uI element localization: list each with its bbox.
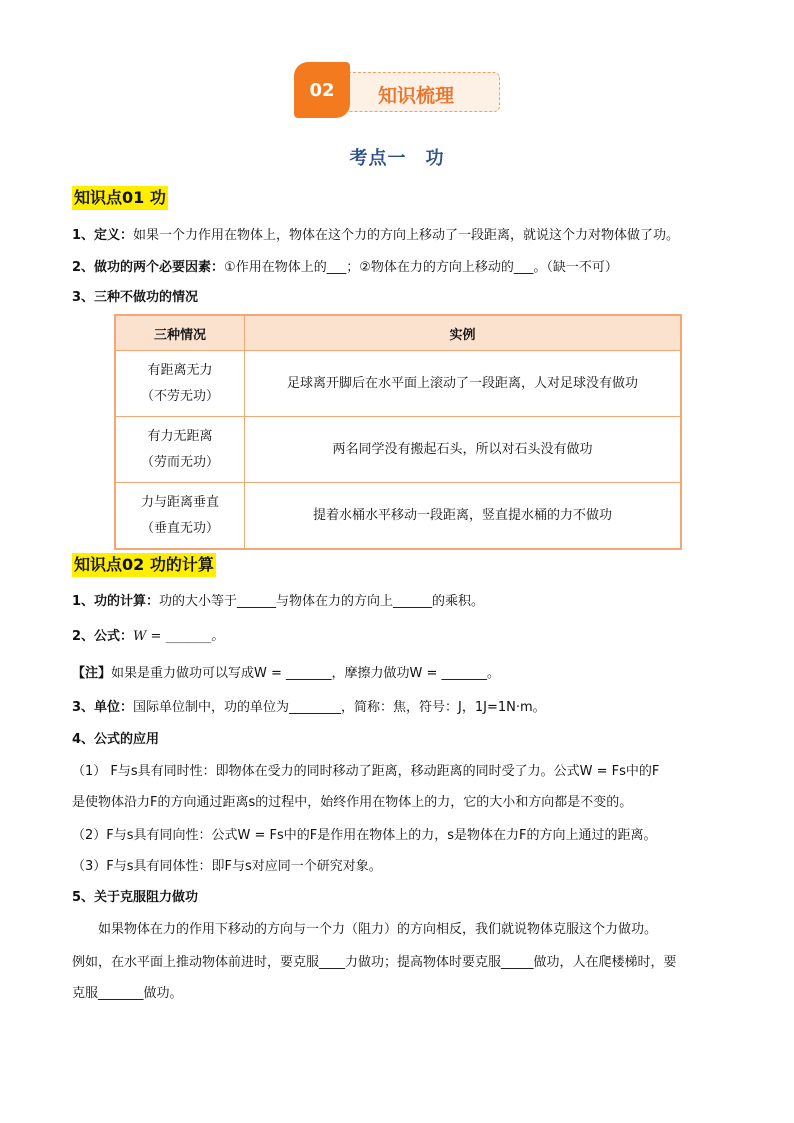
work-calc-line — [72, 592, 484, 612]
formula-application-heading: 4、公式的应用 — [72, 732, 160, 747]
resistance-paragraph-line-3: 克服_______做功。 — [72, 986, 183, 1001]
banner-number: 02 — [294, 62, 350, 118]
factors-label: 2、做功的两个必要因素： — [72, 260, 225, 275]
note-line — [72, 664, 500, 684]
no-work-cases-heading: 3、三种不做功的情况 — [72, 290, 199, 305]
unit-text: 国际单位制中，功的单位为________，简称：焦，符号：J，1J=1N·m。 — [133, 700, 546, 715]
example-cell: 两名同学没有搬起石头，所以对石头没有做功 — [245, 417, 682, 483]
note-label: 【注】 — [72, 666, 112, 681]
table-row — [115, 351, 681, 417]
unit-label: 3、单位： — [72, 700, 134, 715]
formula-label: 2、公式： — [72, 629, 134, 644]
no-work-cases-table — [114, 314, 682, 550]
table-row — [115, 483, 681, 550]
case-cell: 力与距离垂直 （垂直无功） — [115, 483, 245, 550]
work-calc-label: 1、功的计算： — [72, 594, 160, 609]
unit-line — [72, 698, 546, 718]
table-header-row — [115, 315, 681, 351]
overcoming-resistance-heading: 5、关于克服阻力做功 — [72, 890, 199, 905]
table-header-example: 实例 — [245, 315, 682, 351]
factors-line — [72, 258, 618, 278]
case-cell: 有距离无力 （不劳无功） — [115, 351, 245, 417]
resistance-paragraph-line-1: 如果物体在力的作用下移动的方向与一个力（阻力）的方向相反，我们就说物体克服这个力做功。 — [98, 922, 658, 937]
formula-text: W = _______。 — [133, 629, 225, 644]
definition-text: 如果一个力作用在物体上，物体在这个力的方向上移动了一段距离，就说这个力对物体做了功。 — [133, 228, 680, 243]
definition-line — [72, 226, 679, 246]
simultaneity-line-2: 是使物体沿力F的方向通过距离s的过程中，始终作用在物体上的力，它的大小和方向都是不变的。 — [72, 795, 633, 810]
knowledge-point-1-heading: 知识点01 功 — [72, 186, 168, 210]
same-body-line: （3）F与s具有同体性：即F与s对应同一个研究对象。 — [72, 859, 382, 874]
section-banner — [294, 62, 500, 118]
banner-title: 知识梳理 — [378, 85, 455, 107]
example-cell: 足球离开脚后在水平面上滚动了一段距离，人对足球没有做功 — [245, 351, 682, 417]
same-direction-line: （2）F与s具有同向性：公式W = Fs中的F是作用在物体上的力，s是物体在力F的方向上通过的距离。 — [72, 828, 657, 843]
work-calc-text: 功的大小等于______与物体在力的方向上______的乘积。 — [159, 594, 485, 609]
case-cell: 有力无距离 （劳而无功） — [115, 417, 245, 483]
example-cell: 提着水桶水平移动一段距离，竖直提水桶的力不做功 — [245, 483, 682, 550]
resistance-paragraph-line-2: 例如，在水平面上推动物体前进时，要克服____力做功；提高物体时要克服_____做功，人在爬楼梯时，要 — [72, 955, 677, 970]
table-row — [115, 417, 681, 483]
simultaneity-line-1: （1） F与s具有同时性：即物体在受力的同时移动了距离，移动距离的同时受了力。公式W = Fs中的F — [72, 764, 660, 779]
knowledge-point-2-heading: 知识点02 功的计算 — [72, 553, 216, 577]
section-title: 考点一 功 — [349, 148, 445, 169]
definition-label: 1、定义： — [72, 228, 134, 243]
formula-line — [72, 627, 224, 647]
factors-text: ①作用在物体上的___；②物体在力的方向上移动的___。（缺一不可） — [224, 260, 618, 275]
table-header-case: 三种情况 — [115, 315, 245, 351]
note-text: 如果是重力做功可以写成W = _______，摩擦力做功W = _______。 — [111, 666, 501, 681]
